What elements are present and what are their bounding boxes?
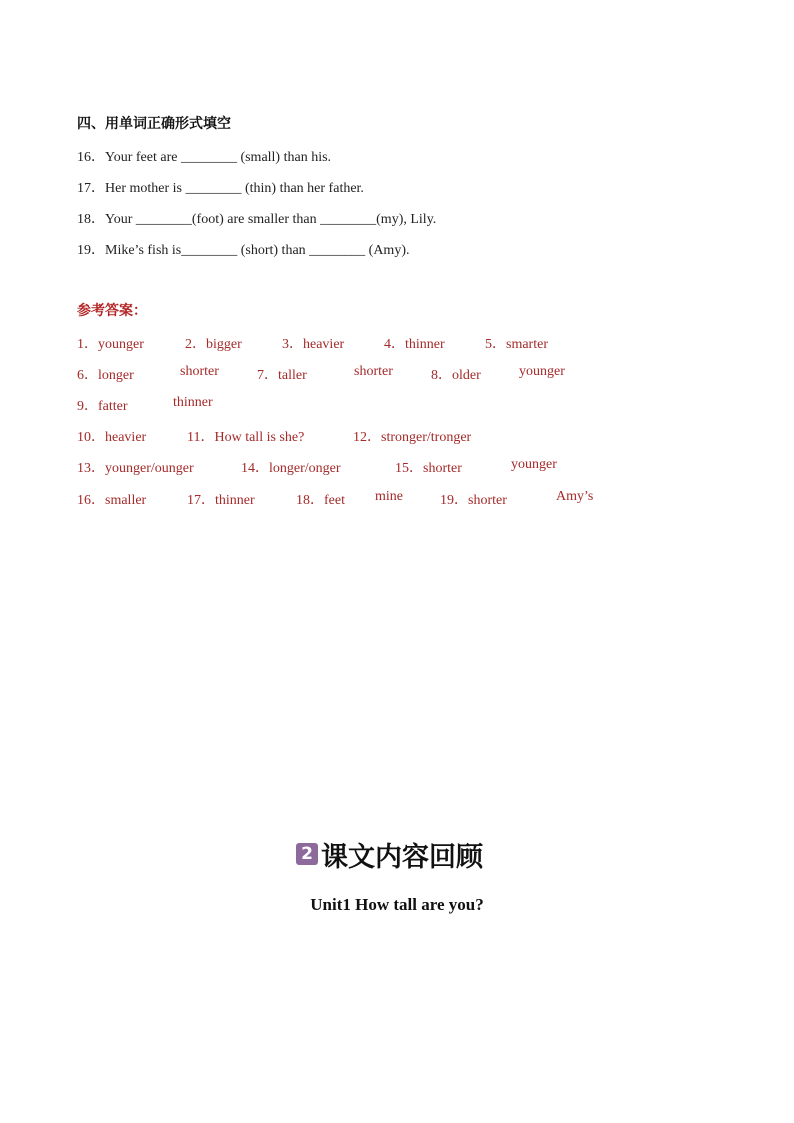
answer-item: shorter [180,364,219,379]
section-number-badge: 2 [296,843,318,865]
answer-item: 15．shorter [395,461,462,476]
answer-item: shorter [354,364,393,379]
answer-item: 7．taller [257,368,307,383]
answer-item: thinner [173,395,213,410]
section-header [296,836,483,872]
unit-title: Unit1 How tall are you? [310,895,484,914]
answer-item: 10．heavier [77,430,147,445]
answers-title: 参考答案： [77,303,147,319]
answer-item: 8．older [431,368,481,383]
answer-item: 1．younger [77,337,144,352]
exercise-heading: 四、用单词正确形式填空 [77,116,231,132]
question-19: 19．Mike’s fish is________ (short) than ________ (Amy). [77,243,410,258]
answer-item: younger [519,364,565,379]
answer-item: 2．bigger [185,337,242,352]
answer-item: 13．younger/ounger [77,461,194,476]
question-18: 18．Your ________(foot) are smaller than ________(my), Lily. [77,212,437,227]
answer-item: 12．stronger/tronger [353,430,472,445]
question-16: 16．Your feet are ________ (small) than his. [77,150,332,165]
answer-item: 3．heavier [282,337,345,352]
answer-item: 4．thinner [384,337,445,352]
answer-item: 16．smaller [77,493,147,508]
answer-item: younger [511,457,557,472]
answer-item: 6．longer [77,368,134,383]
answer-item: 11．How tall is she? [187,430,305,445]
answer-item: 5．smarter [485,337,548,352]
answer-item: Amy’s [556,489,594,504]
answer-item: 18．feet [296,493,345,508]
answer-item: 17．thinner [187,493,255,508]
question-17: 17．Her mother is ________ (thin) than her father. [77,181,364,196]
answer-item: 9．fatter [77,399,128,414]
answer-item: mine [375,489,403,504]
answer-item: 19．shorter [440,493,507,508]
section-title: 课文内容回顾 [321,841,483,873]
answer-item: 14．longer/onger [241,461,341,476]
